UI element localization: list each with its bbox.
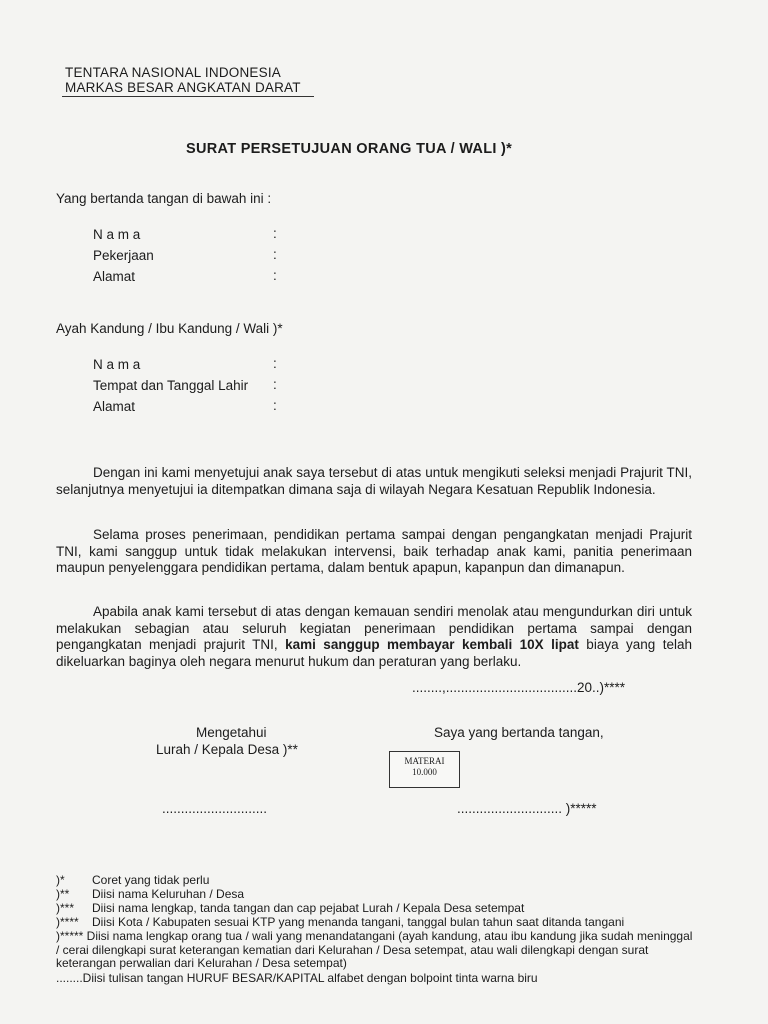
child-name-colon: :	[273, 356, 277, 371]
paragraph-refund-clause	[56, 604, 692, 670]
signer-caption: Saya yang bertanda tangan,	[434, 725, 604, 740]
footnote-text-1: Coret yang tidak perlu	[92, 873, 210, 887]
relation-line: Ayah Kandung / Ibu Kandung / Wali )*	[56, 321, 283, 336]
footnote-6: ........Diisi tulisan tangan HURUF BESAR/KAPITAL alfabet dengan bolpoint tinta warna biru	[56, 971, 538, 985]
footnote-mark-4: )****	[56, 915, 79, 929]
paragraph-consent: Dengan ini kami menyetujui anak saya tersebut di atas untuk mengikuti seleksi menjadi Prajurit TNI, selanjutnya menyetujui ia ditempatkan dimana saja di wilayah Negara Kesatuan Republik Indonesia.	[56, 465, 692, 497]
document-title: SURAT PERSETUJUAN ORANG TUA / WALI )*	[186, 141, 513, 157]
footnote-5: )***** Diisi nama lengkap orang tua / wali yang menandatangani (ayah kandung, atau ibu kandung jika sudah meninggal / cerai dilengkapi surat keterangan kematian dari Kelurahan / Desa setempat, atau wali dilengkapi dengan surat keterangan perwalian dari Kelurahan / Desa setempat)	[56, 929, 693, 970]
header-underline	[62, 96, 314, 97]
refund-bold-text: kami sanggup membayar kembali 10X lipat	[285, 637, 579, 652]
footnote-mark-3: )***	[56, 901, 75, 915]
footnote-text-4: Diisi Kota / Kabupaten sesuai KTP yang menanda tangani, tanggal bulan tahun saat ditanda tangani	[92, 915, 625, 929]
child-address-colon: :	[273, 398, 277, 413]
village-head-signature-line: ............................	[162, 801, 268, 816]
signer-name-label: N a m a	[93, 227, 141, 242]
refund-text-before: Apabila anak kami tersebut di atas dengan kemauan sendiri menolak atau mengundurkan diri untuk melakukan sebagian atau seluruh kegiatan penerimaan pendidikan pertama sampai dengan pengangkatan menjadi prajurit TNI,	[56, 604, 692, 652]
paragraph-non-intervention: Selama proses penerimaan, pendidikan pertama sampai dengan pengangkatan menjadi Prajurit TNI, kami sanggup untuk tidak melakukan intervensi, baik terhadap anak kami, panitia penerimaan maupun penyelenggara pendidikan pertama, dalam bentuk apapun, kapanpun dan dimanapun.	[56, 527, 692, 575]
materai-label: MATERAI	[404, 756, 445, 766]
parent-signature-line: ............................ )*****	[457, 801, 597, 816]
child-address-label: Alamat	[93, 399, 136, 414]
refund-text-after: biaya yang telah dikeluarkan baginya oleh negara menurut hukum dan peraturan yang berlaku.	[56, 637, 692, 669]
child-birth-colon: :	[273, 377, 277, 392]
signer-address-colon: :	[273, 268, 277, 283]
intro-text: Yang bertanda tangan di bawah ini :	[56, 191, 272, 206]
signer-address-label: Alamat	[93, 269, 136, 284]
footnote-text-3: Diisi nama lengkap, tanda tangan dan cap pejabat Lurah / Kepala Desa setempat	[92, 901, 525, 915]
org-name-line2: MARKAS BESAR ANGKATAN DARAT	[65, 80, 301, 95]
date-line: ........,...................................20..)****	[412, 680, 626, 695]
footnote-text-2: Diisi nama Keluruhan / Desa	[92, 887, 245, 901]
materai-value: 10.000	[412, 767, 437, 777]
footnote-mark-1: )*	[56, 873, 65, 887]
child-birth-label: Tempat dan Tanggal Lahir	[93, 378, 249, 393]
org-name-line1: TENTARA NASIONAL INDONESIA	[65, 65, 281, 80]
signer-name-colon: :	[273, 226, 277, 241]
footnote-mark-2: )**	[56, 887, 70, 901]
signer-occupation-colon: :	[273, 247, 277, 262]
village-head-label: Lurah / Kepala Desa )**	[156, 742, 298, 757]
acknowledge-label: Mengetahui	[196, 725, 267, 740]
signer-occupation-label: Pekerjaan	[93, 248, 154, 263]
materai-stamp-box	[389, 751, 460, 788]
child-name-label: N a m a	[93, 357, 141, 372]
